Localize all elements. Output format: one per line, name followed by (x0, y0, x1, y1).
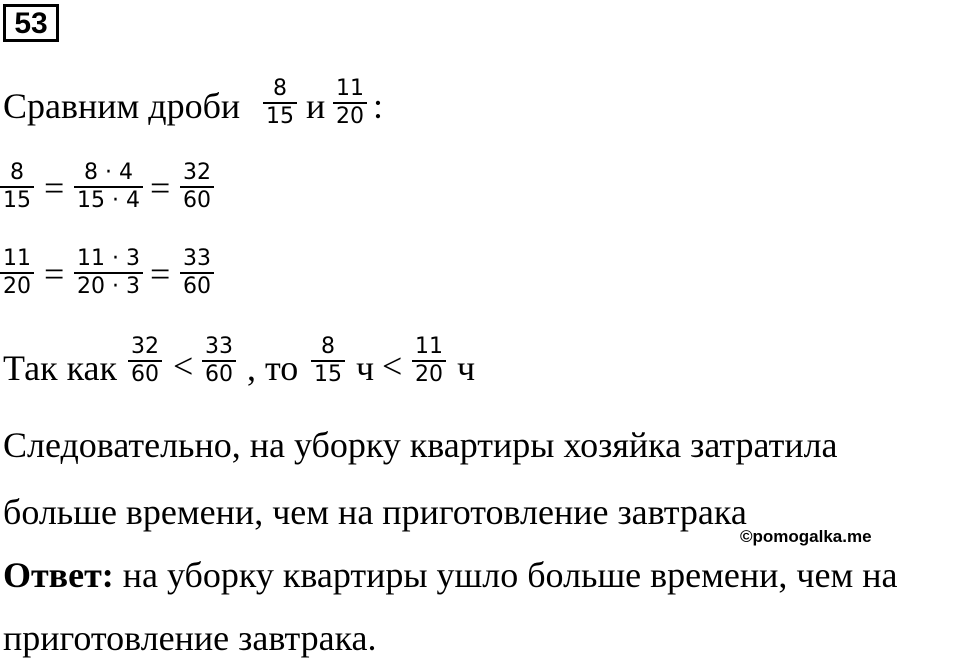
fraction-numerator: 11 (336, 76, 364, 101)
compare-fraction-4 (412, 334, 446, 388)
eq1-fraction-2 (74, 160, 143, 214)
fraction-numerator: 32 (131, 334, 159, 359)
fraction-denominator: 15 (3, 188, 31, 213)
fraction-denominator: 15 · 4 (77, 188, 140, 213)
watermark: ©pomogalka.me (740, 527, 872, 546)
fraction-numerator: 33 (205, 334, 233, 359)
eq2-equals-1: = (44, 254, 65, 294)
intro-fraction-1 (263, 76, 297, 130)
compare-fraction-2 (202, 334, 236, 388)
fraction-denominator: 60 (131, 362, 159, 387)
answer-line-1 (3, 555, 898, 595)
compare-less-than-1: < (173, 346, 194, 386)
fraction-numerator: 11 (415, 334, 443, 359)
eq2-fraction-2 (74, 246, 143, 300)
fraction-denominator: 15 (266, 104, 294, 129)
eq2-equals-2: = (150, 254, 171, 294)
compare-prefix: Так как (3, 348, 117, 388)
fraction-numerator: 11 (3, 246, 31, 271)
task-number-box (3, 4, 59, 42)
intro-text: Сравним дроби (3, 86, 241, 126)
eq1-equals-2: = (150, 168, 171, 208)
fraction-denominator: 60 (205, 362, 233, 387)
answer-text: на уборку квартиры ушло больше времени, чем на (122, 555, 898, 595)
intro-colon: : (373, 86, 384, 126)
fraction-denominator: 20 (3, 274, 31, 299)
eq2-fraction-3 (180, 246, 214, 300)
fraction-numerator: 33 (183, 246, 211, 271)
fraction-numerator: 8 (273, 76, 287, 101)
intro-conjunction: и (306, 86, 326, 126)
fraction-numerator: 8 (321, 334, 335, 359)
compare-unit-1: ч (356, 348, 375, 388)
answer-label: Ответ: (3, 555, 114, 595)
conclusion-line-1: Следовательно, на уборку квартиры хозяйка затратила (3, 425, 838, 465)
conclusion-line-2: больше времени, чем на приготовление завтрака (3, 492, 747, 532)
compare-fraction-1 (128, 334, 162, 388)
compare-less-than-2: < (382, 346, 403, 386)
task-number: 53 (14, 7, 48, 40)
fraction-numerator: 8 (10, 160, 24, 185)
eq2-fraction-1 (0, 246, 34, 300)
intro-fraction-2 (333, 76, 367, 130)
fraction-numerator: 32 (183, 160, 211, 185)
fraction-denominator: 15 (314, 362, 342, 387)
fraction-denominator: 20 (336, 104, 364, 129)
fraction-numerator: 11 · 3 (77, 246, 140, 271)
answer-line-2: приготовление завтрака. (3, 618, 377, 658)
fraction-denominator: 60 (183, 188, 211, 213)
fraction-numerator: 8 · 4 (84, 160, 133, 185)
fraction-denominator: 60 (183, 274, 211, 299)
fraction-denominator: 20 (415, 362, 443, 387)
eq1-fraction-1 (0, 160, 34, 214)
compare-middle-text: , то (247, 348, 299, 388)
eq1-equals-1: = (44, 168, 65, 208)
fraction-denominator: 20 · 3 (77, 274, 140, 299)
compare-unit-2: ч (457, 348, 476, 388)
eq1-fraction-3 (180, 160, 214, 214)
compare-fraction-3 (311, 334, 345, 388)
